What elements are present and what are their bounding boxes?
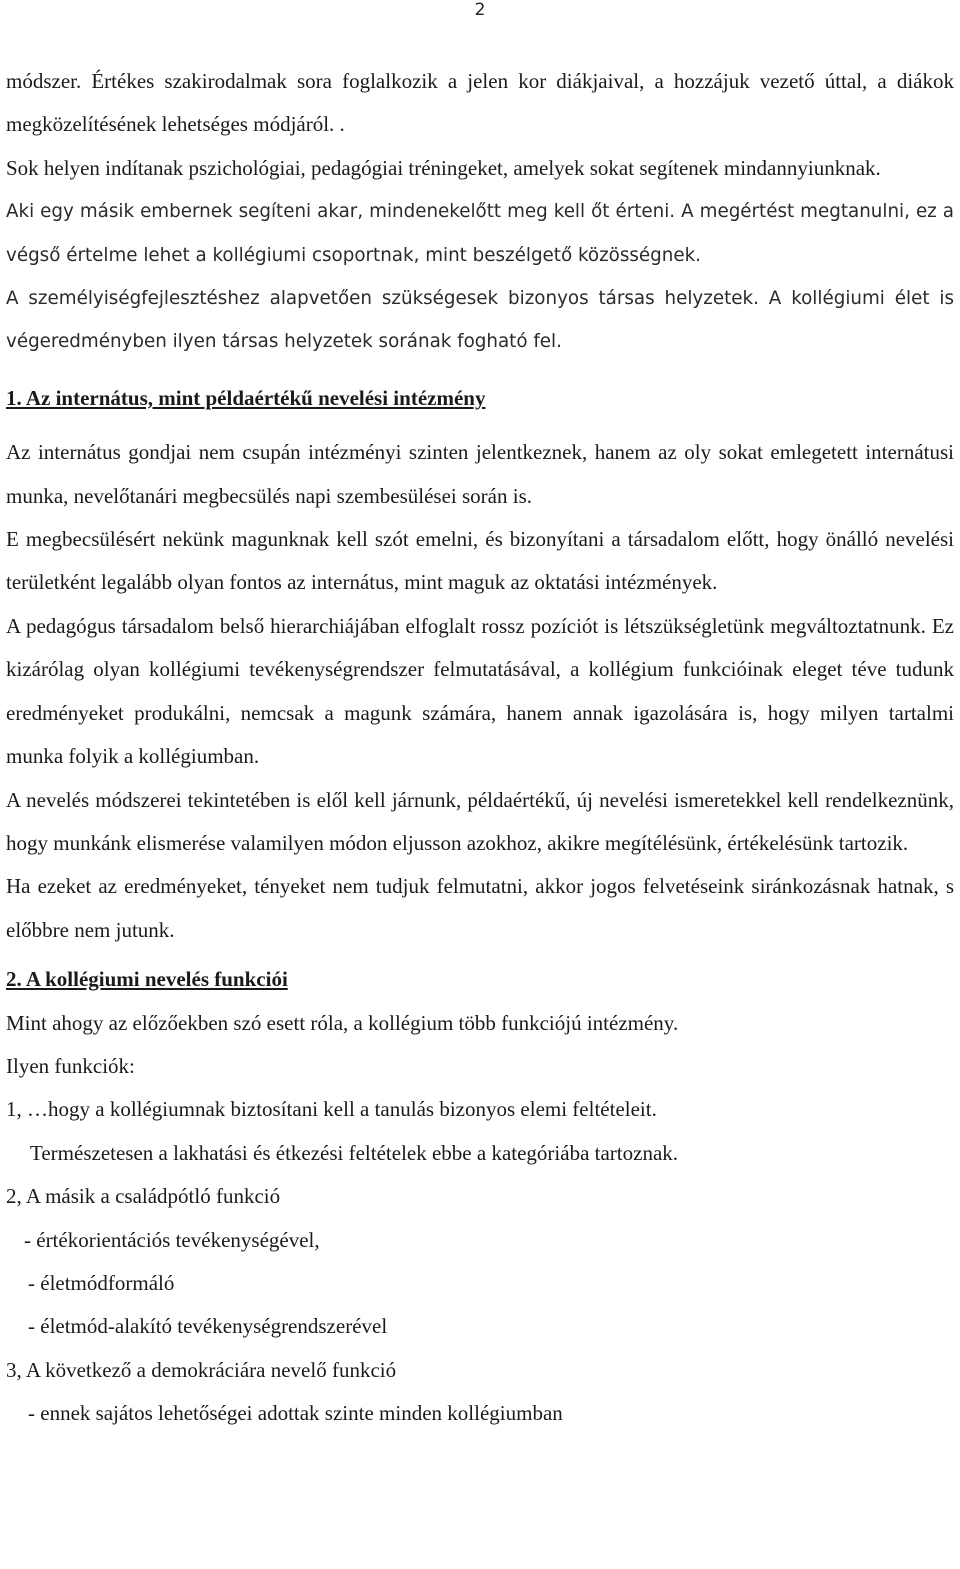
section-1-heading: 1. Az internátus, mint példaértékű nevelési intézmény	[6, 385, 486, 410]
intro-paragraph: Sok helyen indítanak pszichológiai, pedagógiai tréningeket, amelyek sokat segítenek mindannyiunknak.	[6, 155, 881, 180]
function-item-3: 3, A következő a demokráciára nevelő funkció	[6, 1357, 397, 1382]
function-item-2-sub: - életmód-alakító tevékenységrendszerével	[28, 1314, 388, 1339]
section-2-intro: Mint ahogy az előzőekben szó esett róla, a kollégium több funkciójú intézmény.	[6, 1010, 679, 1035]
function-item-2-sub: - életmódformáló	[28, 1270, 175, 1295]
function-item-1: 1, …hogy a kollégiumnak biztosítani kell a tanulás bizonyos elemi feltételeit.	[6, 1097, 657, 1122]
intro-paragraph: módszer. Értékes szakirodalmak sora foglalkozik a jelen kor diákjaival, a hozzájuk vezető úttal, a diákok megközelítésének lehetséges módjáról. .	[6, 69, 954, 137]
section-1-body	[6, 431, 954, 952]
function-item-2: 2, A másik a családpótló funkció	[6, 1184, 281, 1209]
section-1-paragraph: Az internátus gondjai nem csupán intézményi szinten jelentkeznek, hanem az oly sokat emlegetett internátusi munka, nevelőtanári megbecsülés napi szembesülései során is.	[6, 440, 954, 508]
section-1-paragraph: A nevelés módszerei tekintetében is elől kell járnunk, példaértékű, új nevelési ismeretekkel kell rendelkeznünk, hogy munkánk elismerése valamilyen módon eljusson azokhoz, akikre megítélésünk, értékelésünk tartozik.	[6, 787, 954, 855]
intro-paragraph: A személyiségfejlesztéshez alapvetően szükségesek bizonyos társas helyzetek. A kollégiumi élet is végeredményben ilyen társas helyzetek sorának fogható fel.	[6, 288, 954, 353]
intro-section	[6, 60, 954, 364]
document-body	[6, 60, 954, 1436]
section-1-paragraph: Ha ezeket az eredményeket, tényeket nem tudjuk felmutatni, akkor jogos felvetéseink siránkozásnak hatnak, s előbbre nem jutunk.	[6, 874, 954, 942]
page-number: 2	[474, 0, 486, 20]
function-item-2-sub: - értékorientációs tevékenységével,	[24, 1227, 320, 1252]
section-1-paragraph: E megbecsülésért nekünk magunknak kell szót emelni, és bizonyítani a társadalom előtt, hogy önálló nevelési területként legalább olyan fontos az internátus, mint maguk az oktatási intézmények.	[6, 527, 954, 595]
function-item-1-note: Természetesen a lakhatási és étkezési feltételek ebbe a kategóriába tartoznak.	[30, 1140, 679, 1165]
function-item-3-sub: - ennek sajátos lehetőségei adottak szinte minden kollégiumban	[28, 1401, 563, 1426]
functions-label: Ilyen funkciók:	[6, 1053, 135, 1078]
section-2-heading: 2. A kollégiumi nevelés funkciói	[6, 967, 288, 992]
section-2-body	[6, 1002, 954, 1436]
intro-paragraph: Aki egy másik embernek segíteni akar, mindenekelőtt meg kell őt érteni. A megértést megtanulni, ez a végső értelme lehet a kollégiumi csoportnak, mint beszélgető közösségnek.	[6, 201, 954, 266]
section-1-paragraph: A pedagógus társadalom belső hierarchiájában elfoglalt rossz pozíciót is létszükségletünk megváltoztatnunk. Ez kizárólag olyan kollégiumi tevékenységrendszer felmutatásával, a kollégium funkcióinak eleget téve tudunk eredményeket produkálni, nemcsak a magunk számára, hanem annak igazolására is, hogy milyen tartalmi munka folyik a kollégiumban.	[6, 613, 954, 769]
